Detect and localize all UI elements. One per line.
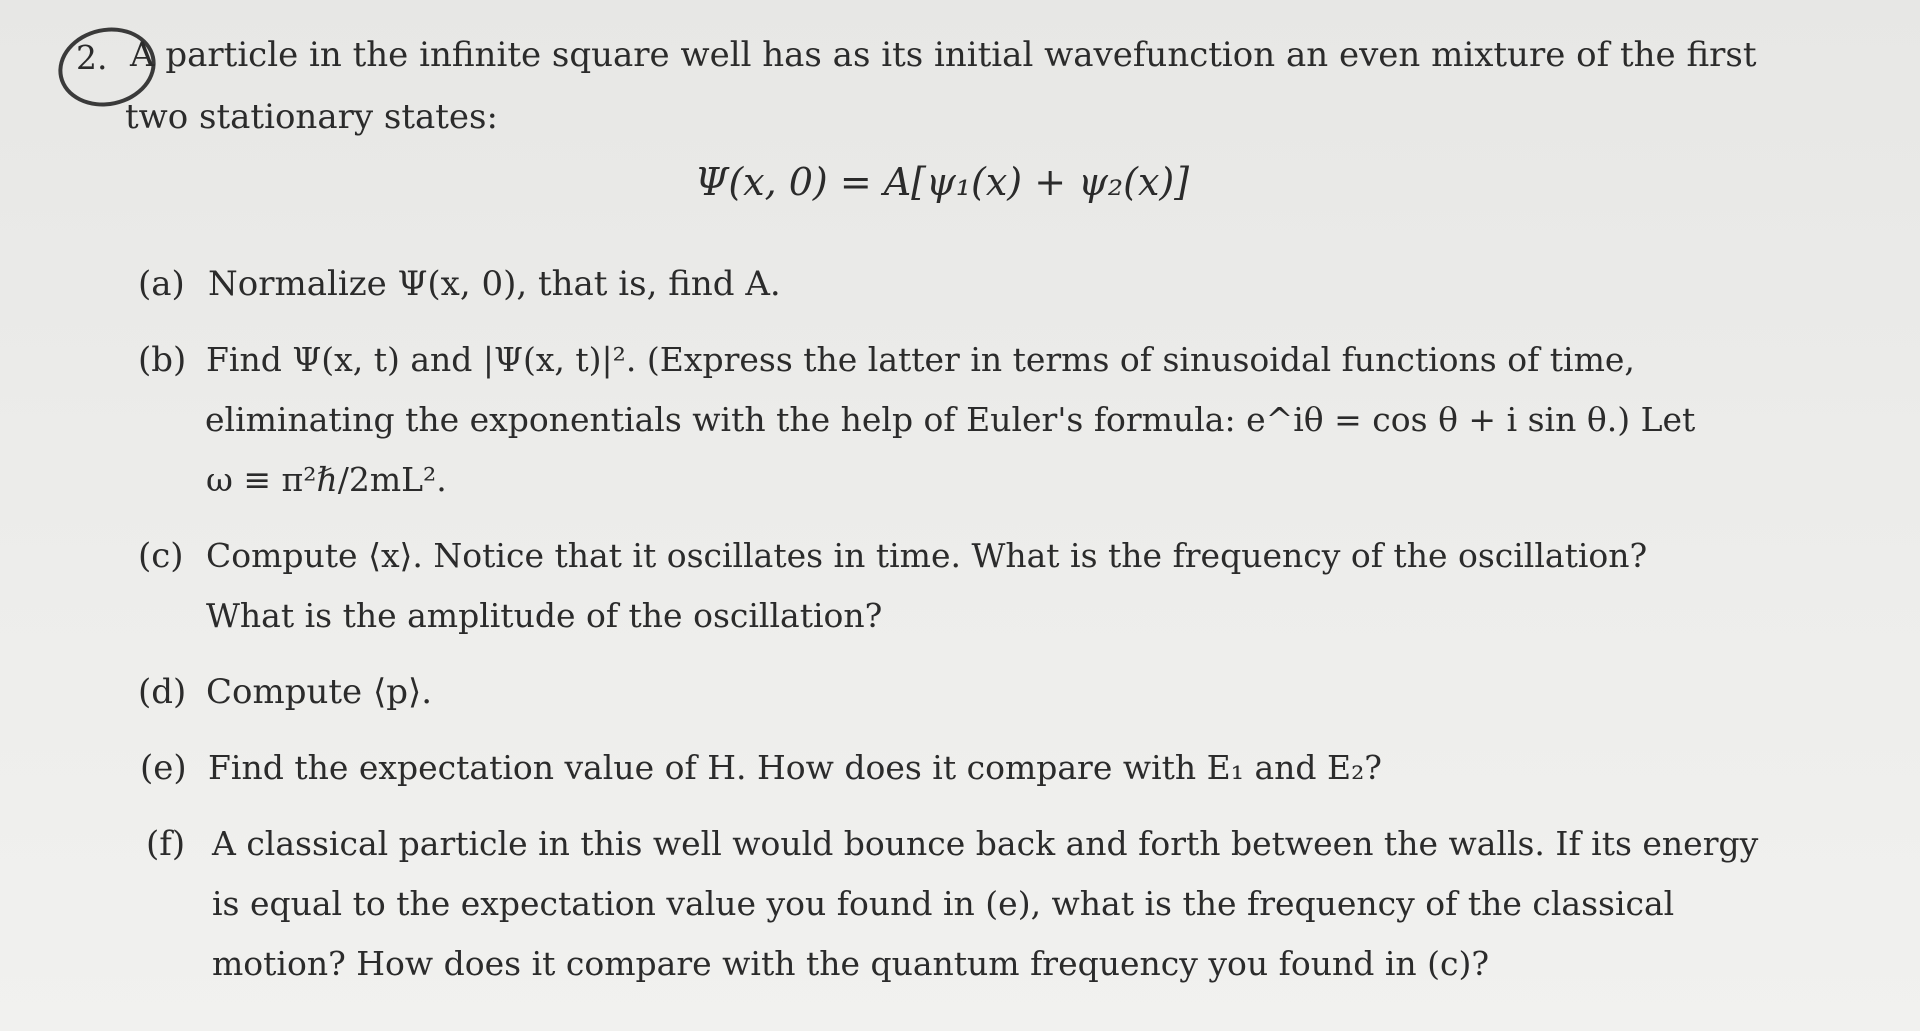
part-a-line-1: Normalize Ψ(x, 0), that is, find A.: [208, 264, 781, 304]
part-c-line-1: Compute ⟨x⟩. Notice that it oscillates in time. What is the frequency of the oscillation?: [206, 536, 1648, 575]
problem-number: 2.: [76, 38, 108, 77]
part-f-line-3: motion? How does it compare with the quantum frequency you found in (c)?: [212, 944, 1490, 983]
part-e-line-1: Find the expectation value of H. How does it compare with E₁ and E₂?: [208, 748, 1382, 787]
part-a-label: (a): [138, 264, 185, 304]
part-e-label: (e): [140, 748, 187, 788]
part-c-label: (c): [138, 536, 184, 576]
part-c-line-2: What is the amplitude of the oscillation?: [206, 596, 883, 635]
part-f-label: (f): [146, 824, 186, 864]
part-d-label: (d): [138, 672, 187, 712]
intro-line-2: two stationary states:: [125, 97, 498, 137]
part-f-line-2: is equal to the expectation value you found in (e), what is the frequency of the classical: [212, 884, 1675, 923]
part-d-line-1: Compute ⟨p⟩.: [206, 672, 433, 712]
intro-line-1: A particle in the infinite square well has as its initial wavefunction an even mixture of the first: [130, 35, 1757, 75]
part-b-line-2: eliminating the exponentials with the help of Euler's formula: e^iθ = cos θ + i sin θ.) Let: [205, 400, 1696, 439]
part-b-label: (b): [138, 340, 187, 380]
initial-wavefunction-equation: Ψ(x, 0) = A[ψ₁(x) + ψ₂(x)]: [695, 160, 1190, 204]
part-f-line-1: A classical particle in this well would bounce back and forth between the walls. If its energy: [212, 824, 1759, 863]
part-b-line-1: Find Ψ(x, t) and |Ψ(x, t)|². (Express the latter in terms of sinusoidal functions of time,: [206, 340, 1635, 379]
part-b-line-3: ω ≡ π²ℏ/2mL².: [206, 460, 447, 499]
